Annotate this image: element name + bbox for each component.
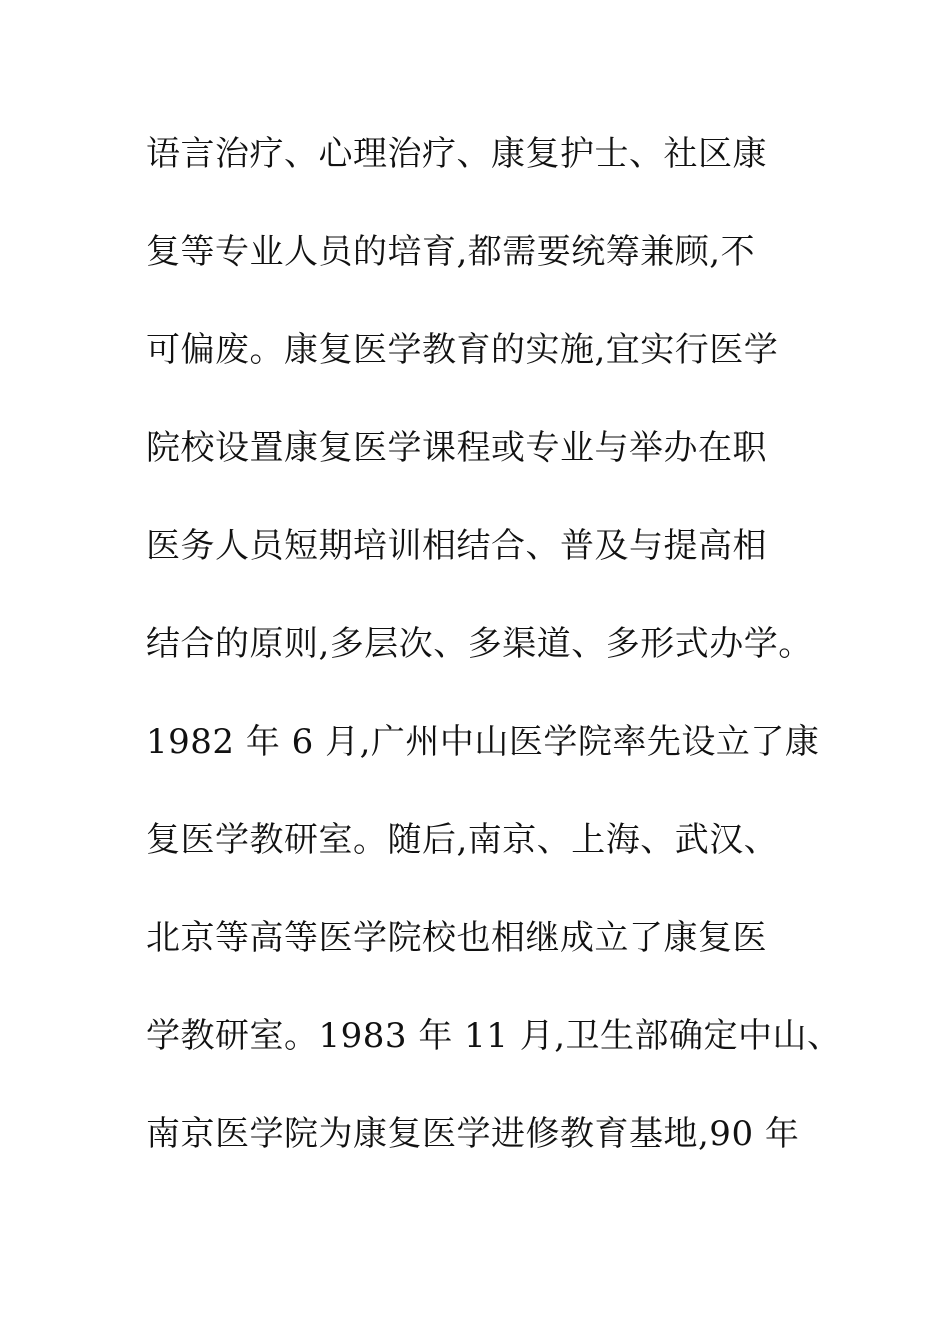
text-line: 语言治疗、心理治疗、康复护士、社区康	[146, 134, 767, 174]
text-line: 可偏废。康复医学教育的实施,宜实行医学	[146, 330, 779, 370]
text-line: 学教研室。1983 年 11 月,卫生部确定中山、	[146, 1016, 842, 1056]
text-line: 医务人员短期培训相结合、普及与提高相	[146, 526, 767, 566]
text-line: 南京医学院为康复医学进修教育基地,90 年	[146, 1114, 800, 1154]
text-line: 复等专业人员的培育,都需要统筹兼顾,不	[146, 232, 756, 272]
text-line: 北京等高等医学院校也相继成立了康复医	[146, 918, 767, 958]
text-line: 1982 年 6 月,广州中山医学院率先设立了康	[146, 722, 820, 762]
text-line: 院校设置康复医学课程或专业与举办在职	[146, 428, 767, 468]
text-line: 结合的原则,多层次、多渠道、多形式办学。	[146, 624, 813, 664]
body-text	[146, 128, 846, 1206]
text-line: 复医学教研室。随后,南京、上海、武汉、	[146, 820, 779, 860]
